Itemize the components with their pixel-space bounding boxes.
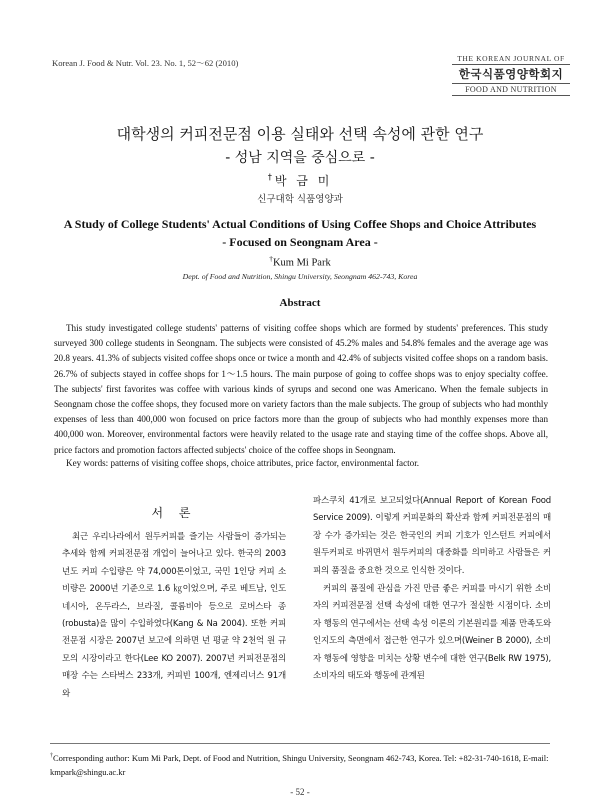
footnote (50, 749, 560, 779)
author-mark-en: † (269, 254, 273, 263)
author-mark: † (267, 172, 275, 182)
author-english-name: Kum Mi Park (272, 257, 331, 269)
page-number: - 52 - (290, 787, 310, 797)
subtitle-english: - Focused on Seongnam Area - (222, 235, 378, 249)
abstract-body: This study investigated college students' patterns of visiting coffee shops which are formed by students' preferences. This study surveyed 300 college students in Seongnam. The subjects were consisted of 45.2% males and 54.8% females and the average age was 20.8 years. 41.3% of subjects visited coffee shops once or twice a month and 42.4% of subjects visited coffee shops on a random basis. 26.7% of subjects stayed in coffee shops for 1～1.5 hours. The main purpose of going to coffee shops was to enjoy specialty coffee. The subjects' first favorites was coffee with various kinds of syrups and second one was Americano. When the female subjects in Seongnam chose the coffee shops, they focused more on variety factors than the male subjects. The group of subjects who had monthly expenses of less than 400,000 won focused on price factors more than the group of subjects who had monthly expenses more than 400,000 won. Moreover, environmental factors were heavily related to the usage rate and staying time of the coffee shops. Above all, price factors and promotion factors affected subjects' choice of the coffee shops in Seongnam. (54, 323, 548, 455)
title-english (0, 215, 600, 251)
author-english (0, 254, 600, 269)
title-korean: 대학생의 커피전문점 이용 실태와 선택 속성에 관한 연구 (116, 125, 484, 143)
journal-name-en-top: THE KOREAN JOURNAL OF (452, 54, 570, 65)
journal-citation: Korean J. Food & Nutr. Vol. 23. No. 1, 52～62 (2010) (52, 58, 239, 68)
journal-logo (452, 54, 570, 96)
footnote-mark: † (50, 753, 53, 759)
footnote-divider (50, 743, 550, 744)
body-right-column-paragraph-1: 파스쿠치 41개로 보고되었다(Annual Report of Korean Food Service 2009). 이렇게 커피문화의 확산과 함께 커피전문점의 매장 수가 증가되는 것은 한국인의 커피 기호가 인스턴트 커피에서 원두커피로 바뀌면서 원두커피의 대중화를 의미하고 사람들은 커피의 품질을 중요한 것으로 인식한 것이다. (313, 496, 551, 576)
subtitle-korean: - 성남 지역을 중심으로 - (225, 150, 375, 166)
journal-name-ko: 한국식품영양학회지 (458, 67, 564, 81)
body-left-column: 최근 우리나라에서 원두커피를 즐기는 사람들이 증가되는 추세와 함께 커피전문점 개업이 늘어나고 있다. 한국의 2003년도 커피 수입량은 약 74,000톤이었고, 국민 1인당 커피 소비량은 2000년 기준으로 1.6 ㎏이었으며, 주로 베트남, 인도네시아, 온두라스, 브라질, 콜롬비아 등으로 로버스타 종(robusta)을 많이 수입하였다(Kang & Na 2004). 또한 커피전문점 시장은 2007년 보고에 의하면 년 평균 약 2천억 원 규모의 시장이라고 한다(Lee KO 2007). 2007년 커피전문점의 매장 수는 스타벅스 233개, 커피빈 100개, 엔제리너스 91개와 (62, 532, 286, 699)
body-right-column-paragraph-2: 커피의 품질에 관심을 가진 만큼 좋은 커피를 마시기 위한 소비자의 커피전문점 선택 속성에 대한 연구가 절실한 시점이다. 소비자 행동의 연구에서는 선택 속성 이론의 기본원리를 제품 만족도와 인지도의 측면에서 접근한 연구가 있으며(Weiner B 2000), 소비자 행동에 영향을 미치는 상황 변수에 대한 연구(Belk RW 1975), 소비자의 태도와 행동에 관계된 (313, 584, 551, 682)
author-korean (0, 172, 600, 189)
footnote-text: Corresponding author: Kum Mi Park, Dept. of Food and Nutrition, Shingu University, Seongnam 462-743, Korea. Tel: +82-31-740-1618, E-mail: kmpark@shingu.ac.kr (50, 752, 549, 777)
journal-name-en-bottom: FOOD AND NUTRITION (452, 83, 570, 96)
title-english-main: A Study of College Students' Actual Conditions of Using Coffee Shops and Choice Attributes (63, 217, 537, 231)
section-heading-introduction: 서 론 (151, 506, 197, 520)
affiliation-korean: 신구대학 식품영양과 (257, 194, 343, 205)
abstract-heading: Abstract (279, 297, 321, 309)
author-korean-name: 박 금 미 (274, 174, 333, 188)
keywords: Key words: patterns of visiting coffee shops, choice attributes, price factor, environmental factor. (66, 458, 419, 468)
affiliation-english: Dept. of Food and Nutrition, Shingu University, Seongnam 462-743, Korea (182, 272, 418, 281)
